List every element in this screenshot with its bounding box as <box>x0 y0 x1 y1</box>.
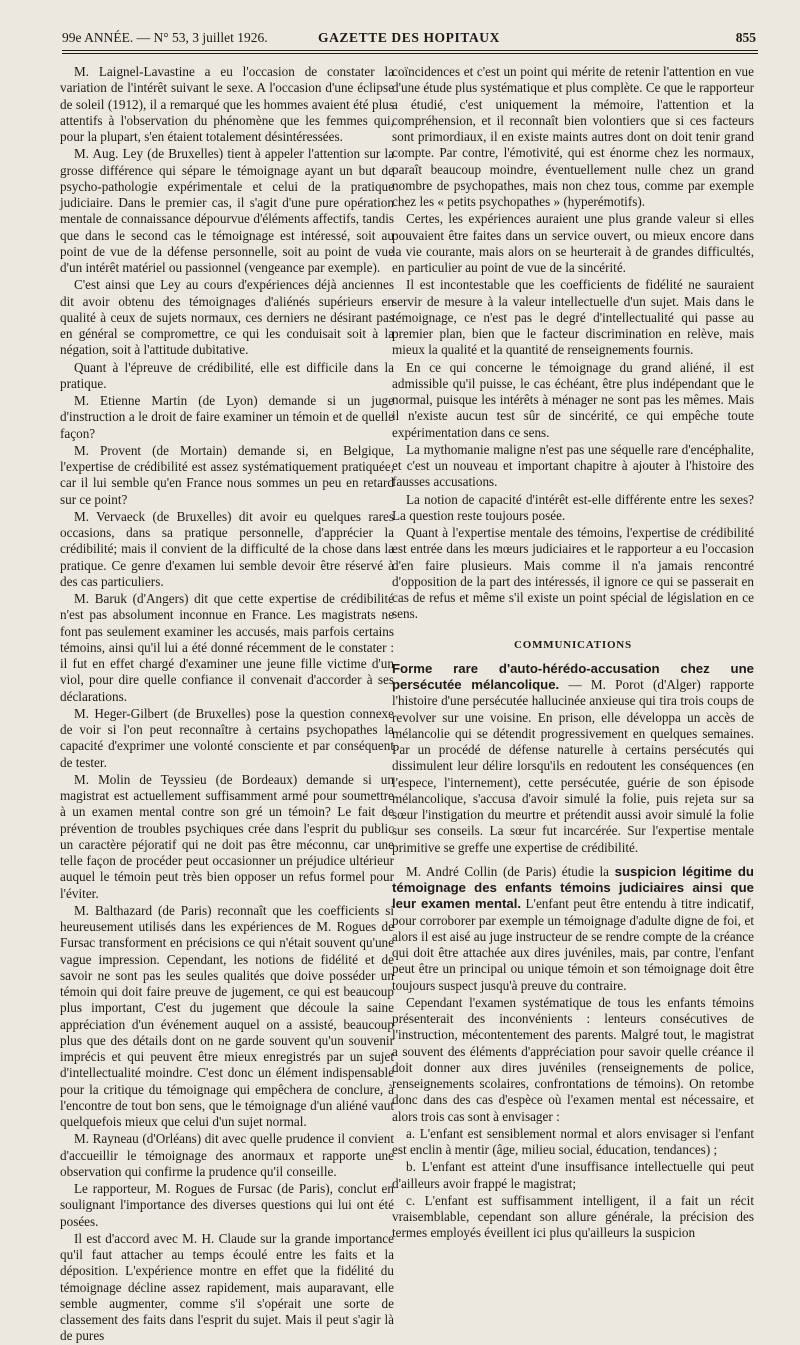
header-rule-top <box>62 50 758 51</box>
paragraph: Il est d'accord avec M. H. Claude sur la grande importance qu'il faut attacher au temps écoulé entre les faits et la déposition. L'expérience montre en effet que la fidélité du témoignage décline assez rapidement, mais auparavant, elle semble augmenter, comme s'il s'opérait une sorte de classement des faits dans l'esprit du sujet. Mais il peut s'agir là de pures <box>60 1230 394 1344</box>
paragraph: Cependant l'examen systématique de tous les enfants témoins présenterait des inconvénients : lenteurs consécutives de l'instruction, mécontentement des parents. Malgré tout, le magistrat a souvent des éléments d'appréciation pour savoir quelle créance il doit donner aux dires juvéniles (renseignements de police, renseignements scolaires, confrontations de témoins). On retombe donc dans des cas d'espèce où l'examen mental est nécessaire, et alors trois cas sont à envisager : <box>392 994 754 1124</box>
paragraph: M. Molin de Teyssieu (de Bordeaux) demande si un magistrat est actuellement suffisamment armé pour soumettre à un examen mental contre son gré un témoin? Le fait de prévention de troubles psychiques crée dans l'esprit du public un caractère péjoratif qui ne doit pas être méconnu, car une telle façon de procéder peut occasionner un préjudice ultérieur auquel le témoin peut très bien opposer un refus formel pour l'éviter. <box>60 771 394 901</box>
communication-title: Forme rare d'auto-hérédo-accusation chez une persécutée mélancolique. <box>392 660 754 692</box>
communication-body: — M. Porot (d'Alger) rapporte l'histoire d'une persécutée hallucinée anxieuse qui tira trois coups de revolver sur une voisine. En prison, elle développa un accès de mélancolie qui se détendit progressivement en quelques semaines. Par un procédé de défense naturelle à certains persécutés qui dissimulent leur délire lorsqu'ils en redoutent les conséquences (en l'espece, l'internement), cette persécutée, guérie de son épisode mélancolique, s'accusa d'avoir simulé la folie, puis rejeta sur sa sœur l'instigation du meurtre et prétendit aussi avoir simulé la folie sur ses conseils. La sœur fut incarcérée. Sur l'expertise mentale primitive se greffe une expertise de crédibilité. <box>392 677 754 855</box>
header-rule-bottom <box>62 53 758 54</box>
page-header <box>62 20 756 50</box>
paragraph: Quant à l'expertise mentale des témoins, l'expertise de crédibilité est entrée dans les mœurs judiciaires et le rapporteur a eu l'occasion d'en faire plusieurs. Mais comme il n'a jamais rencontré d'opposition de la part des intéressés, il ignore ce qui se passerait en cas de refus et même s'il existe un point spécial de législation en ce sens. <box>392 525 754 622</box>
journal-title: GAZETTE DES HOPITAUX <box>317 30 501 45</box>
list-item: a. L'enfant est sensiblement normal et alors envisager si l'enfant est enclin à mentir (âge, milieu social, éducation, tendances) ; <box>392 1125 754 1157</box>
paragraph: C'est ainsi que Ley au cours d'expériences déjà anciennes dit avoir obtenu des témoignages d'aliénés supérieurs en qualité à ceux de sujets normaux, ces derniers ne désirant pas en général se compromettre, ce qui les conduisait soit à la négation, soit à l'attitude dubitative. <box>60 277 394 358</box>
paragraph: En ce qui concerne le témoignage du grand aliéné, il est admissible qu'il puisse, le cas échéant, être plus indépendant que le normal, puisque les intérêts à ménager ne sont pas les mêmes. Mais il n'existe aucun test sûr de sincérité, ce qui empêche toute expérimentation dans ce sens. <box>392 359 754 440</box>
paragraph: M. Rayneau (d'Orléans) dit avec quelle prudence il convient d'accueillir le témoignage des anormaux et rapporte une observation qui confirme la prudence qu'il conseille. <box>60 1131 394 1179</box>
paragraph: M. Etienne Martin (de Lyon) demande si un juge d'instruction a le droit de faire examiner un témoin et de quelle façon? <box>60 393 394 441</box>
paragraph: Il est incontestable que les coefficients de fidélité ne sauraient servir de mesure à la valeur intellectuelle d'un sujet. Mais dans le témoignage, ce n'est pas le degré d'intellectualité qui passe au premier plan, bien que le facteur discrimination en relève, mais mieux la qualité et la quantité de renseignements fournis. <box>392 277 754 358</box>
paragraph: M. Vervaeck (de Bruxelles) dit avoir eu quelques rares occasions, dans sa pratique personnelle, d'apprécier la crédibilité; mais il convient de la difficulté de la chose dans la pratique. Ce genre d'examen lui semble devoir être réservé à des cas particuliers. <box>60 508 394 589</box>
list-item: b. L'enfant est atteint d'une insuffisance intellectuelle qui peut d'ailleurs avoir frappé le magistrat; <box>392 1159 754 1191</box>
paragraph: La notion de capacité d'intérêt est-elle différente entre les sexes? La question reste toujours posée. <box>392 491 754 523</box>
paragraph: M. Laignel-Lavastine a eu l'occasion de constater la variation de l'intérêt suivant le sexe. A l'occasion d'une éclipse de soleil (1912), il a remarqué que les hommes avaient été plus attentifs à l'observation du phénomène que les femmes qui, pour la plupart, s'en étaient totalement désintéressées. <box>60 64 394 144</box>
list-item: c. L'enfant est suffisamment intelligent, il a fait un récit vraisemblable, cependant son allure générale, la précision des termes employés éveillent ici plus qu'ailleurs la suspicion <box>392 1192 754 1241</box>
communication-paragraph <box>392 661 754 856</box>
communication-body: L'enfant peut être entendu à titre indicatif, pour corroborer par exemple un témoignage d'adulte digne de foi, et alors il est aisé au juge instructeur de se rendre compte de la créance qui doit être attachée aux dires juvéniles, mais, par contre, l'enfant peut être un principal ou unique témoin et son témoignage doit être toujours suspect jusqu'à preuve du contraire. <box>392 896 755 993</box>
paragraph: M. Baruk (d'Angers) dit que cette expertise de crédibilité n'est pas absolument inconnue en France. Les magistrats ne font pas seulement examiner les accusés, mais parfois certains témoins, ainsi qu'il lui a été donné récemment de le constater : il fut en effet chargé d'examiner une jeune fille victime d'un viol, pour dire quelle confiance il convenait d'accorder à ses déclarations. <box>60 591 394 704</box>
paragraph: M. Aug. Ley (de Bruxelles) tient à appeler l'attention sur la grosse différence qui sépare le témoignage ayant un but de psycho-pathologie expérimentale et celui de la pratique judiciaire. Dans le premier cas, il s'agit d'une pure opération mentale de connaissance dépourvue d'éléments affectifs, tandis que dans le second cas le témoignage est intéressé, soit au point de vue de la défense personnelle, soit au point de vue d'un intérêt matériel ou passionnel (vengeance par exemple). <box>60 146 394 275</box>
paragraph: Le rapporteur, M. Rogues de Fursac (de Paris), conclut en soulignant l'importance des diverses questions qui lui ont été posées. <box>60 1181 394 1229</box>
left-column <box>60 64 394 1344</box>
issue-info: 99e ANNÉE. — N° 53, 3 juillet 1926. <box>62 30 268 45</box>
paragraph: Quant à l'épreuve de crédibilité, elle est difficile dans la pratique. <box>60 359 394 391</box>
paragraph: M. Heger-Gilbert (de Bruxelles) pose la question connexe de voir si l'on peut reconnaître à certains psychopathes la capacité d'exprimer une volonté consciente et par conséquent de tester. <box>60 705 394 770</box>
paragraph: coïncidences et c'est un point qui mérite de retenir l'attention en vue d'une étude plus systématique et plus complète. Ce que le rapporteur a étudié, c'est uniquement la mémoire, l'attention et la compréhension, et il reconnaît bien volontiers que si ces facteurs sont primordiaux, il en existe maints autres dont on doit tenir grand compte. Par contre, l'émotivité, qui est énorme chez les normaux, paraît beaucoup moindre, éventuellement nulle chez un grand nombre de psychopathes, mais non chez tous, comme par exemple chez les « petits psychopathes » (hyperémotifs). <box>392 64 754 209</box>
page-number: 855 <box>735 30 756 45</box>
right-column <box>392 64 755 1241</box>
paragraph: Certes, les expériences auraient une plus grande valeur si elles pouvaient être faites dans un service ouvert, ou mieux encore dans la vie courante, mais alors on se heurterait à de grandes difficultés, en particulier au point de vue de la sincérité. <box>392 211 754 275</box>
paragraph: M. Provent (de Mortain) demande si, en Belgique, l'expertise de crédibilité est assez systématiquement pratiquée, car il lui semble qu'en France nous sommes un peu en retard sur ce point? <box>60 442 394 507</box>
communication-title: suspicion légitime du témoignage des enfants témoins judiciaires ainsi que leur examen mental. <box>392 863 754 912</box>
section-heading: COMMUNICATIONS <box>514 638 632 651</box>
paragraph: La mythomanie maligne n'est pas une séquelle rare d'encéphalite, et c'est un nouveau et important chapitre à ajouter à l'histoire des fausses accusations. <box>392 441 754 490</box>
communication-lead: M. André Collin (de Paris) étudie la <box>406 863 615 879</box>
communication-paragraph <box>392 864 754 994</box>
paragraph: M. Balthazard (de Paris) reconnaît que les coefficients si heureusement utilisés dans les expériences de M. Rogues de Fursac transforment en précisions ce qui n'était souvent qu'une vague impression. Cependant, les notions de fidélité et de savoir ne sont pas les seules qualités que doive posséder un témoin qui doit faire preuve de jugement, ce qui est beaucoup plus important, C'est du jugement que découle la saine appréciation d'un événement auquel on a assisté, beaucoup plus que des détails dont on ne garde souvent qu'un souvenir imprécis et qui peuvent être mieux enregistrés par un sujet d'intellectualité moindre. C'est donc un élément indispensable pour la critique du témoignage qui empêchera de conclure, à l'encontre de tout bon sens, que le témoignage d'un aliéné vaut quelquefois mieux que celui d'un sujet normal. <box>60 902 394 1129</box>
